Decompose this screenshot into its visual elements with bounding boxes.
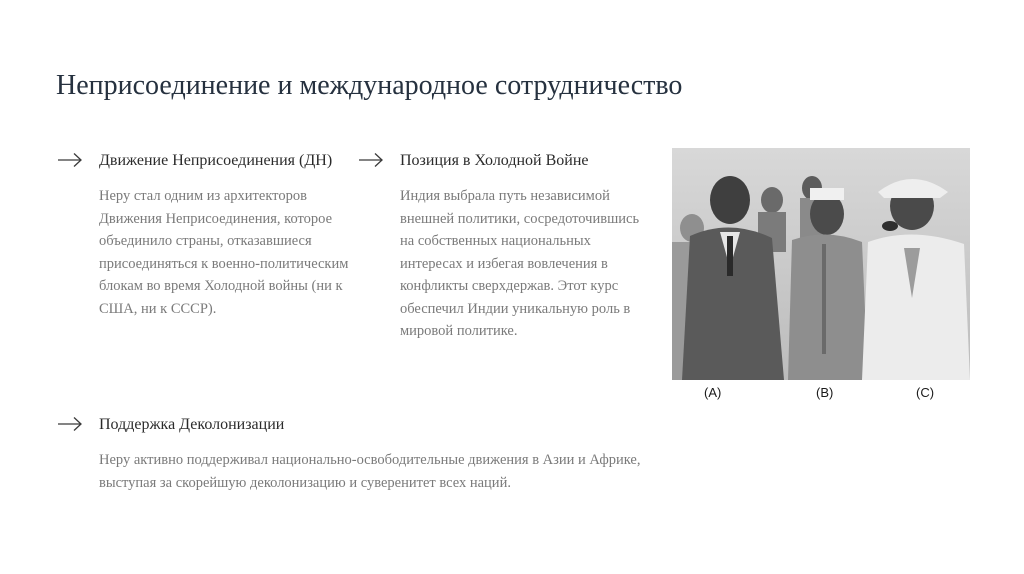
section-decolonization xyxy=(57,414,657,494)
photo-caption-c: (C) xyxy=(916,385,935,400)
section-body: Неру активно поддерживал национально-освободительные движения в Азии и Африке, выступая за скорейшую деколонизацию и суверенитет всех наций. xyxy=(99,452,641,491)
page-title: Неприсоединение и международное сотрудничество xyxy=(56,70,683,101)
section-heading xyxy=(57,150,357,171)
right-arrow-icon xyxy=(57,152,83,168)
photo-caption-b: (B) xyxy=(816,385,834,400)
section-heading-text: Позиция в Холодной Войне xyxy=(400,152,589,169)
photo-illustration xyxy=(672,148,970,404)
section-heading xyxy=(57,414,657,435)
section-heading-text: Движение Неприсоединения (ДН) xyxy=(99,152,333,169)
section-body: Индия выбрала путь независимой внешней политики, сосредоточившись на собственных национальных интересах и избегая вовлечения в конфликты сверхдержав. Этот курс обеспечил Индии уникальную роль в мировой политике. xyxy=(400,188,640,339)
historical-photo xyxy=(672,148,970,404)
section-cold-war-position xyxy=(358,150,648,343)
right-arrow-icon xyxy=(358,152,384,168)
photo-caption-a: (A) xyxy=(704,385,722,400)
section-heading-text: Поддержка Деколонизации xyxy=(99,416,285,433)
section-heading xyxy=(358,150,648,171)
section-body: Неру стал одним из архитекторов Движения Неприсоединения, которое объединило страны, отказавшиеся присоединяться к военно-политическим блокам во время Холодной войны (ни к США, ни к СССР). xyxy=(99,188,349,317)
section-non-aligned-movement xyxy=(57,150,357,320)
right-arrow-icon xyxy=(57,416,83,432)
